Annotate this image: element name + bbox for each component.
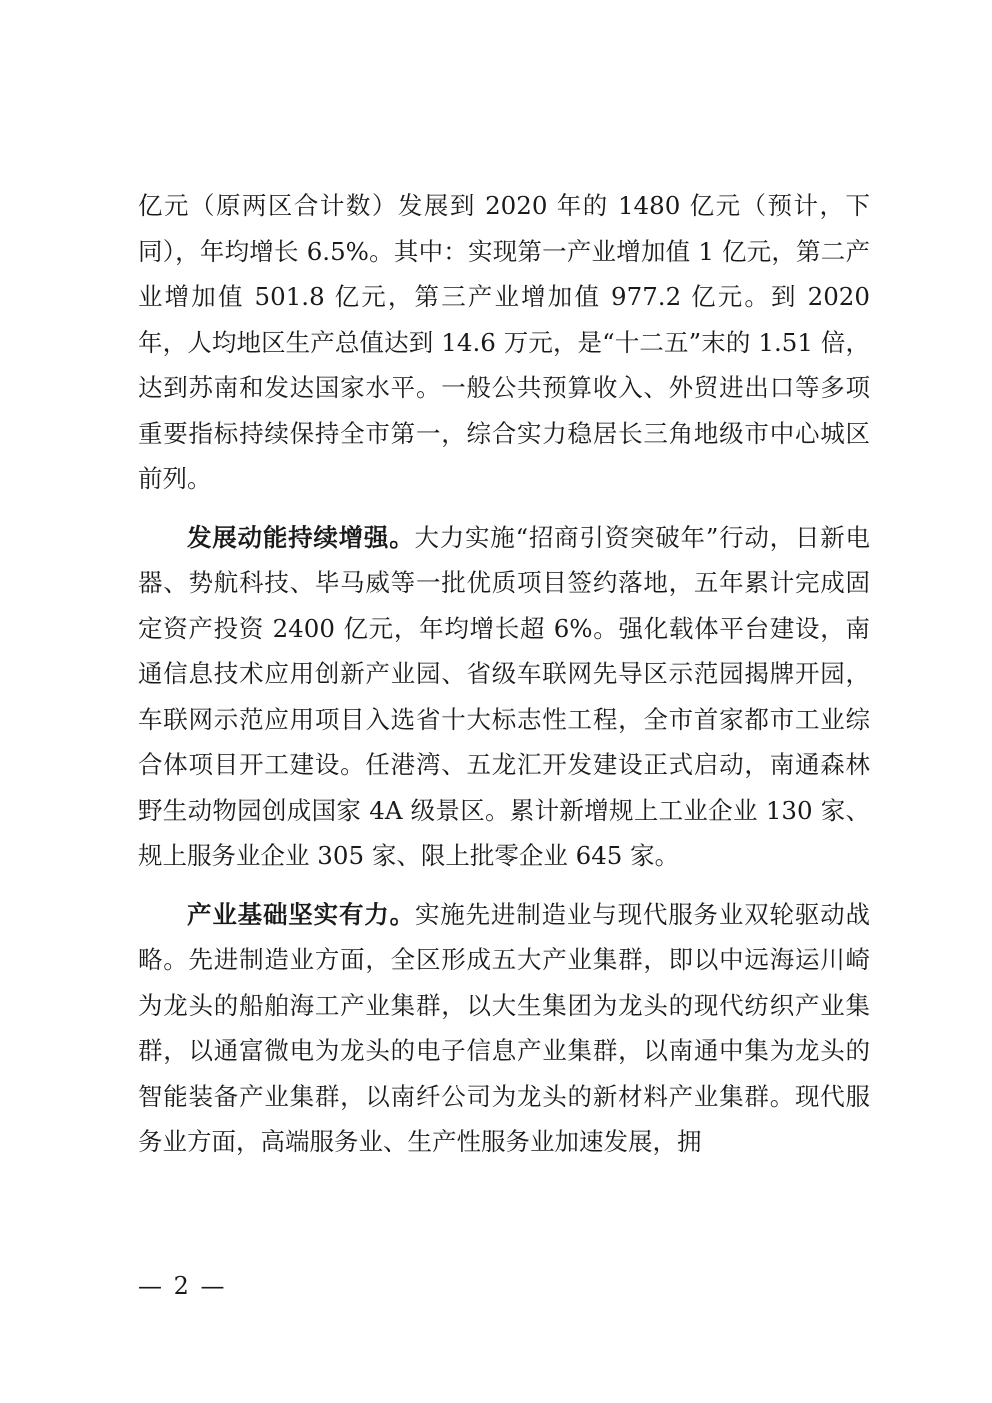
paragraph-2-text: 大力实施“招商引资突破年”行动，日新电器、势航科技、毕马威等一批优质项目签约落地，五年累计完成固定资产投资 2400 亿元，年均增长超 6%。强化载体平台建设，南通信息技术应用创新产业园、省级车联网先导区示范园揭牌开园，车联网示范应用项目入选省十大标志性工程，全市首家都市工业综合体项目开工建设。任港湾、五龙汇开发建设正式启动，南通森林野生动物园创成国家 4A 级景区。累计新增规上工业企业 130 家、规上服务业企业 305 家、限上批零企业 645 家。	[138, 522, 870, 870]
paragraph-3	[138, 892, 870, 1165]
paragraph-1-text: 亿元（原两区合计数）发展到 2020 年的 1480 亿元（预计，下同），年均增长 6.5%。其中：实现第一产业增加值 1 亿元，第二产业增加值 501.8 亿元，第三产业增加值 977.2 亿元。到 2020 年，人均地区生产总值达到 14.6 万元，是“十二五”末的 1.51 倍，达到苏南和发达国家水平。一般公共预算收入、外贸进出口等多项重要指标持续保持全市第一，综合实力稳居长三角地级市中心城区前列。	[138, 191, 870, 493]
document-body	[138, 183, 870, 1165]
paragraph-2	[138, 515, 870, 879]
paragraph-3-text: 实施先进制造业与现代服务业双轮驱动战略。先进制造业方面，全区形成五大产业集群，即以中远海运川崎为龙头的船舶海工产业集群，以大生集团为龙头的现代纺织产业集群，以通富微电为龙头的电子信息产业集群，以南通中集为龙头的智能装备产业集群，以南纤公司为龙头的新材料产业集群。现代服务业方面，高端服务业、生产性服务业加速发展，拥	[138, 899, 871, 1156]
page-number: — 2 —	[138, 1272, 227, 1300]
paragraph-2-heading: 发展动能持续增强。	[187, 522, 415, 552]
paragraph-3-heading: 产业基础坚实有力。	[187, 899, 415, 929]
paragraph-1	[138, 183, 870, 502]
